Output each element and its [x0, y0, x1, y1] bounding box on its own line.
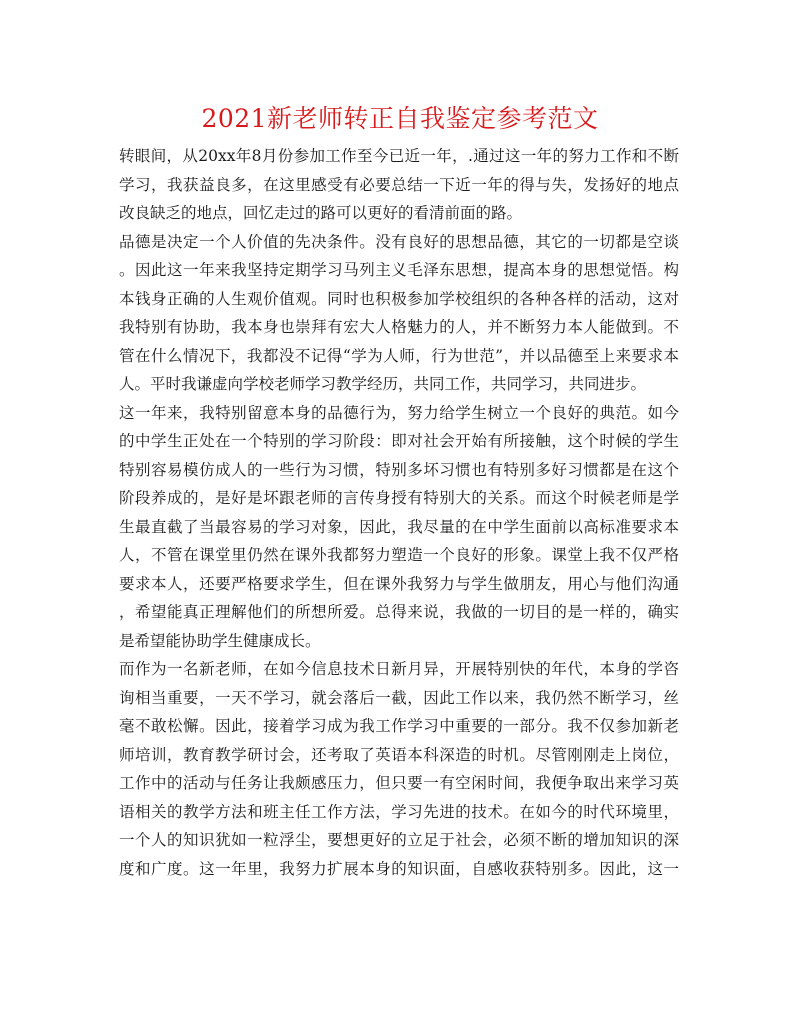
body-line: 师培训，教育教学研讨会，还考取了英语本科深造的时机。尽管刚刚走上岗位，	[119, 745, 679, 764]
body-line: 人，不管在课堂里仍然在课外我都努力塑造一个良好的形象。课堂上我不仅严格	[119, 546, 679, 564]
body-line: 这一年来，我特别留意本身的品德行为，努力给学生树立一个良好的典范。如今	[119, 403, 679, 422]
body-line: 。因此这一年来我坚持定期学习马列主义毛泽东思想，提高本身的思想觉悟。构	[119, 261, 679, 279]
body-line: 是希望能协助学生健康成长。	[119, 631, 321, 650]
body-line: 的中学生正处在一个特别的学习阶段：即对社会开始有所接触，这个时候的学生	[119, 432, 679, 450]
body-line: 转眼间，从20xx年8月份参加工作至今已近一年，.通过这一年的努力工作和不断	[119, 147, 679, 165]
body-line: 生最直截了当最容易的学习对象，因此，我尽量的在中学生面前以高标准要求本	[119, 517, 679, 536]
body-line: 我特别有协助，我本身也崇拜有宏大人格魅力的人，并不断努力本人能做到。不	[119, 318, 679, 336]
body-line: 工作中的活动与任务让我颇感压力，但只要一有空闲时间，我便争取出来学习英	[119, 774, 679, 792]
document-body	[119, 142, 679, 883]
body-line: 人。平时我谦虚向学校老师学习教学经历，共同工作，共同学习，共同进步。	[119, 375, 647, 393]
body-line: 要求本人，还要严格要求学生，但在课外我努力与学生做朋友，用心与他们沟通	[119, 574, 679, 593]
body-line: 管在什么情况下，我都没不记得“学为人师，行为世范”，并以品德至上来要求本	[119, 346, 679, 365]
body-line: 而作为一名新老师，在如今信息技术日新月异，开展特别快的年代，本身的学咨	[119, 660, 679, 678]
document-title: 2021新老师转正自我鉴定参考范文	[201, 104, 599, 133]
body-line: 语相关的教学方法和班主任工作方法，学习先进的技术。在如今的时代环境里，	[119, 802, 679, 821]
body-line: 阶段养成的，是好是坏跟老师的言传身授有特别大的关系。而这个时候老师是学	[119, 489, 679, 507]
body-line: 本钱身正确的人生观价值观。同时也积极参加学校组织的各种各样的活动，这对	[119, 289, 679, 308]
body-line: 询相当重要，一天不学习，就会落后一截，因此工作以来，我仍然不断学习，丝	[119, 688, 679, 707]
body-line: ，希望能真正理解他们的所想所爱。总得来说，我做的一切目的是一样的，确实	[119, 603, 679, 621]
body-line: 一个人的知识犹如一粒浮尘，要想更好的立足于社会，必须不断的增加知识的深	[119, 831, 679, 849]
body-line: 改良缺乏的地点，回忆走过的路可以更好的看清前面的路。	[119, 204, 523, 222]
body-line: 度和广度。这一年里，我努力扩展本身的知识面，自感收获特别多。因此，这一	[119, 859, 679, 878]
body-line: 学习，我获益良多，在这里感受有必要总结一下近一年的得与失，发扬好的地点	[119, 175, 679, 194]
body-line: 特别容易模仿成人的一些行为习惯，特别多坏习惯也有特别多好习惯都是在这个	[119, 460, 679, 479]
body-line: 品德是决定一个人价值的先决条件。没有良好的思想品德，其它的一切都是空谈	[119, 232, 679, 251]
body-line: 毫不敢松懈。因此，接着学习成为我工作学习中重要的一部分。我不仅参加新老	[119, 717, 679, 735]
